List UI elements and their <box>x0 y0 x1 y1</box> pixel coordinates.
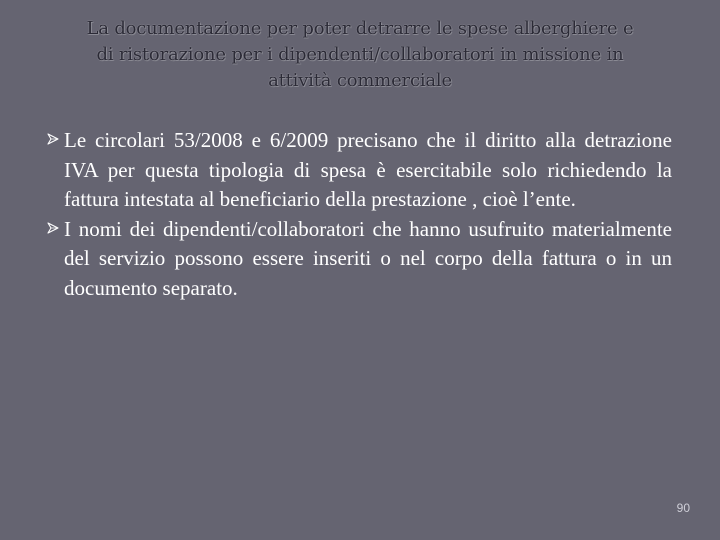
bullet-arrow-icon <box>46 132 60 146</box>
bullet-item <box>46 126 672 215</box>
slide-title <box>36 16 684 94</box>
bullet-list <box>46 126 672 303</box>
bullet-arrow-icon <box>46 221 60 235</box>
page-number: 90 <box>676 501 690 515</box>
bullet-text: I nomi dei dipendenti/collaboratori che hanno usufruito materialmente del servizio possono essere inseriti o nel corpo della fattura o in un documento separato. <box>64 216 672 300</box>
slide-title-line-1: La documentazione per poter detrarre le spese alberghiere e <box>86 18 634 39</box>
bullet-item <box>46 215 672 304</box>
bullet-text: Le circolari 53/2008 e 6/2009 precisano che il diritto alla detrazione IVA per questa tipologia di spesa è esercitabile solo richiedendo la fattura intestata al beneficiario della prestazione , cioè l’ente. <box>64 128 672 211</box>
slide-title-line-2: di ristorazione per i dipendenti/collaboratori in missione in <box>96 44 624 65</box>
slide-title-line-3: attività commerciale <box>268 70 452 91</box>
